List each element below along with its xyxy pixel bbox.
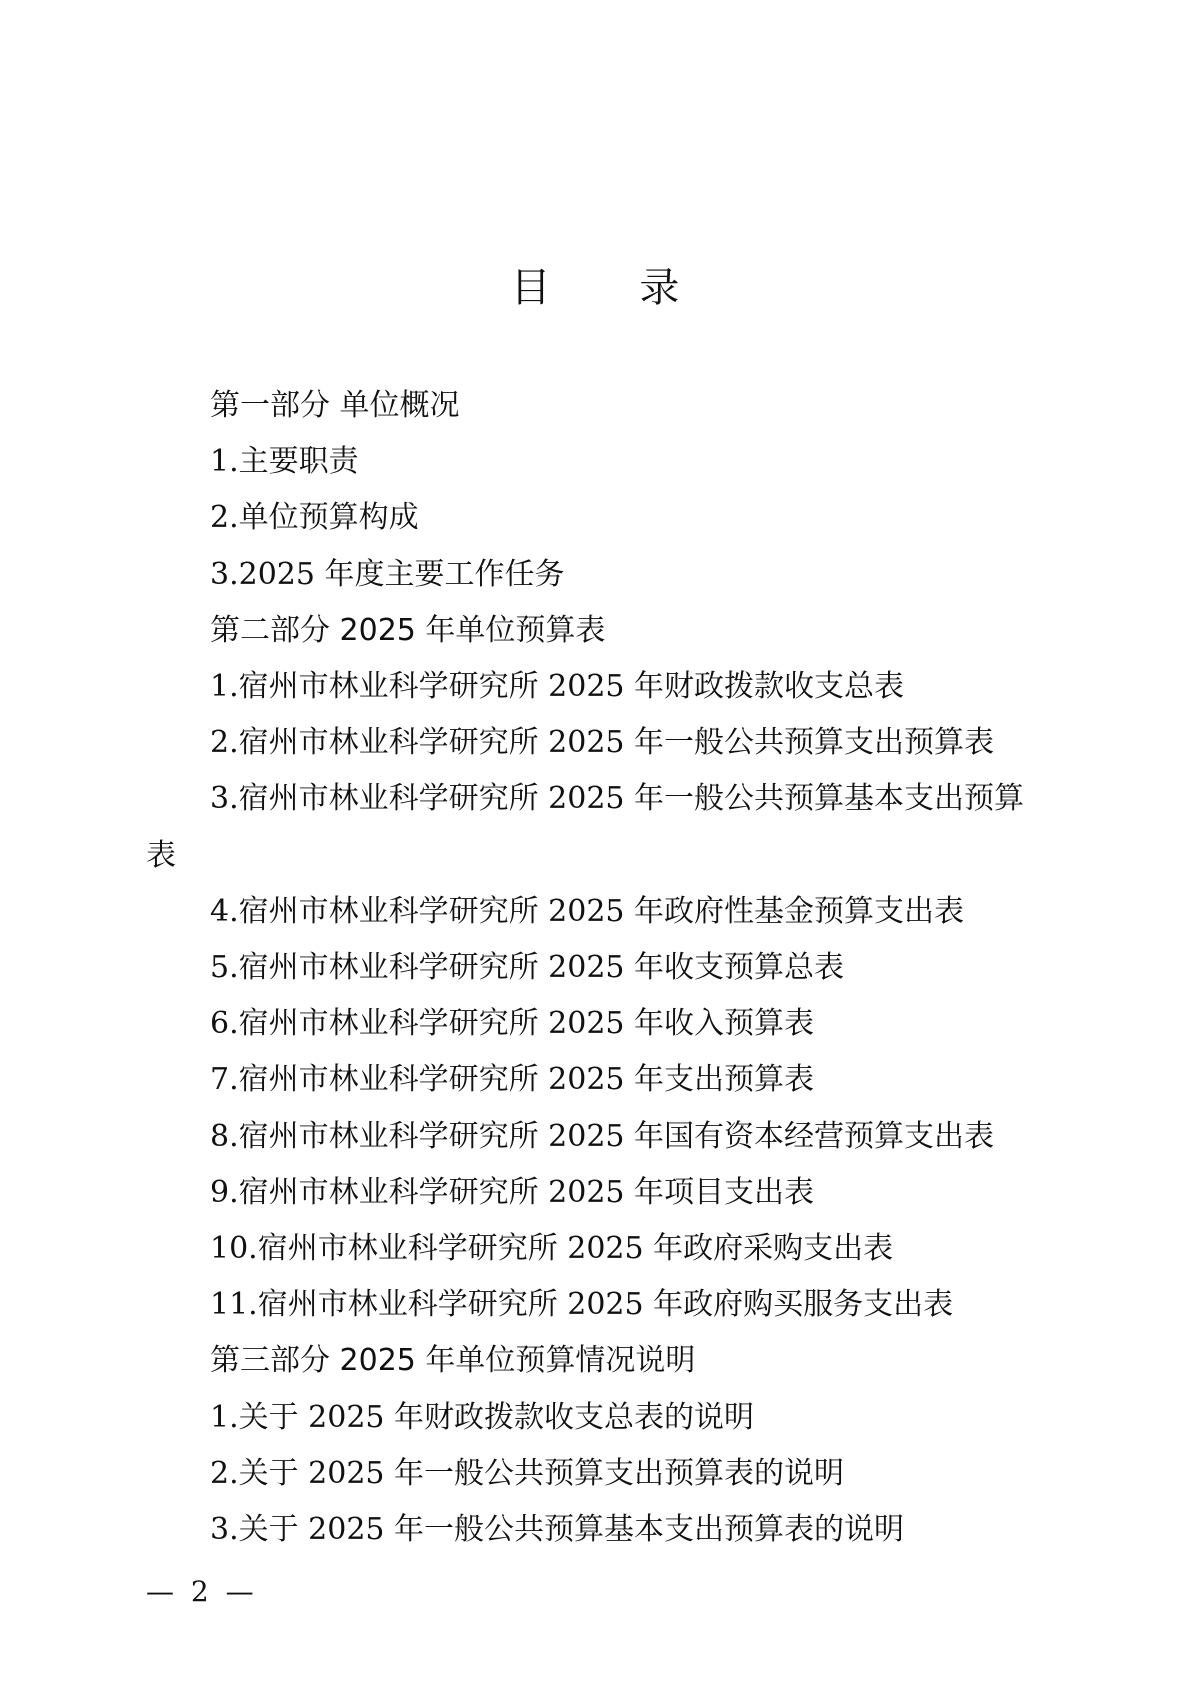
toc-entry: 11.宿州市林业科学研究所 2025 年政府购买服务支出表 [210,1287,954,1323]
page-title: 目 录 [510,265,718,311]
page-number: — 2 — [146,1575,258,1608]
toc-entry: 1.主要职责 [210,444,359,480]
toc-entry: 2.单位预算构成 [210,500,419,536]
toc-entry: 8.宿州市林业科学研究所 2025 年国有资本经营预算支出表 [210,1118,995,1154]
toc-entry: 3.2025 年度主要工作任务 [210,556,565,592]
toc-part-heading: 第一部分 单位概况 [210,388,460,423]
toc-entry: 4.宿州市林业科学研究所 2025 年政府性基金预算支出表 [210,893,965,929]
toc-entry: 3.宿州市林业科学研究所 2025 年一般公共预算基本支出预算表 [146,781,1025,873]
toc-entry: 1.宿州市林业科学研究所 2025 年财政拨款收支总表 [210,669,905,705]
toc-entry: 3.关于 2025 年一般公共预算基本支出预算表的说明 [210,1512,905,1548]
toc-part-heading: 第二部分 2025 年单位预算表 [210,612,606,648]
toc-entry: 1.关于 2025 年财政拨款收支总表的说明 [210,1399,755,1435]
toc-entry: 9.宿州市林业科学研究所 2025 年项目支出表 [210,1174,815,1210]
toc-entry: 2.宿州市林业科学研究所 2025 年一般公共预算支出预算表 [210,725,995,761]
toc-entry: 10.宿州市林业科学研究所 2025 年政府采购支出表 [210,1231,894,1267]
toc-entry: 7.宿州市林业科学研究所 2025 年支出预算表 [210,1062,815,1098]
toc-entry: 5.宿州市林业科学研究所 2025 年收支预算总表 [210,950,845,986]
table-of-contents [146,378,1046,1558]
toc-entry: 6.宿州市林业科学研究所 2025 年收入预算表 [210,1006,815,1042]
toc-entry: 2.关于 2025 年一般公共预算支出预算表的说明 [210,1455,845,1491]
toc-part-heading: 第三部分 2025 年单位预算情况说明 [210,1343,696,1379]
